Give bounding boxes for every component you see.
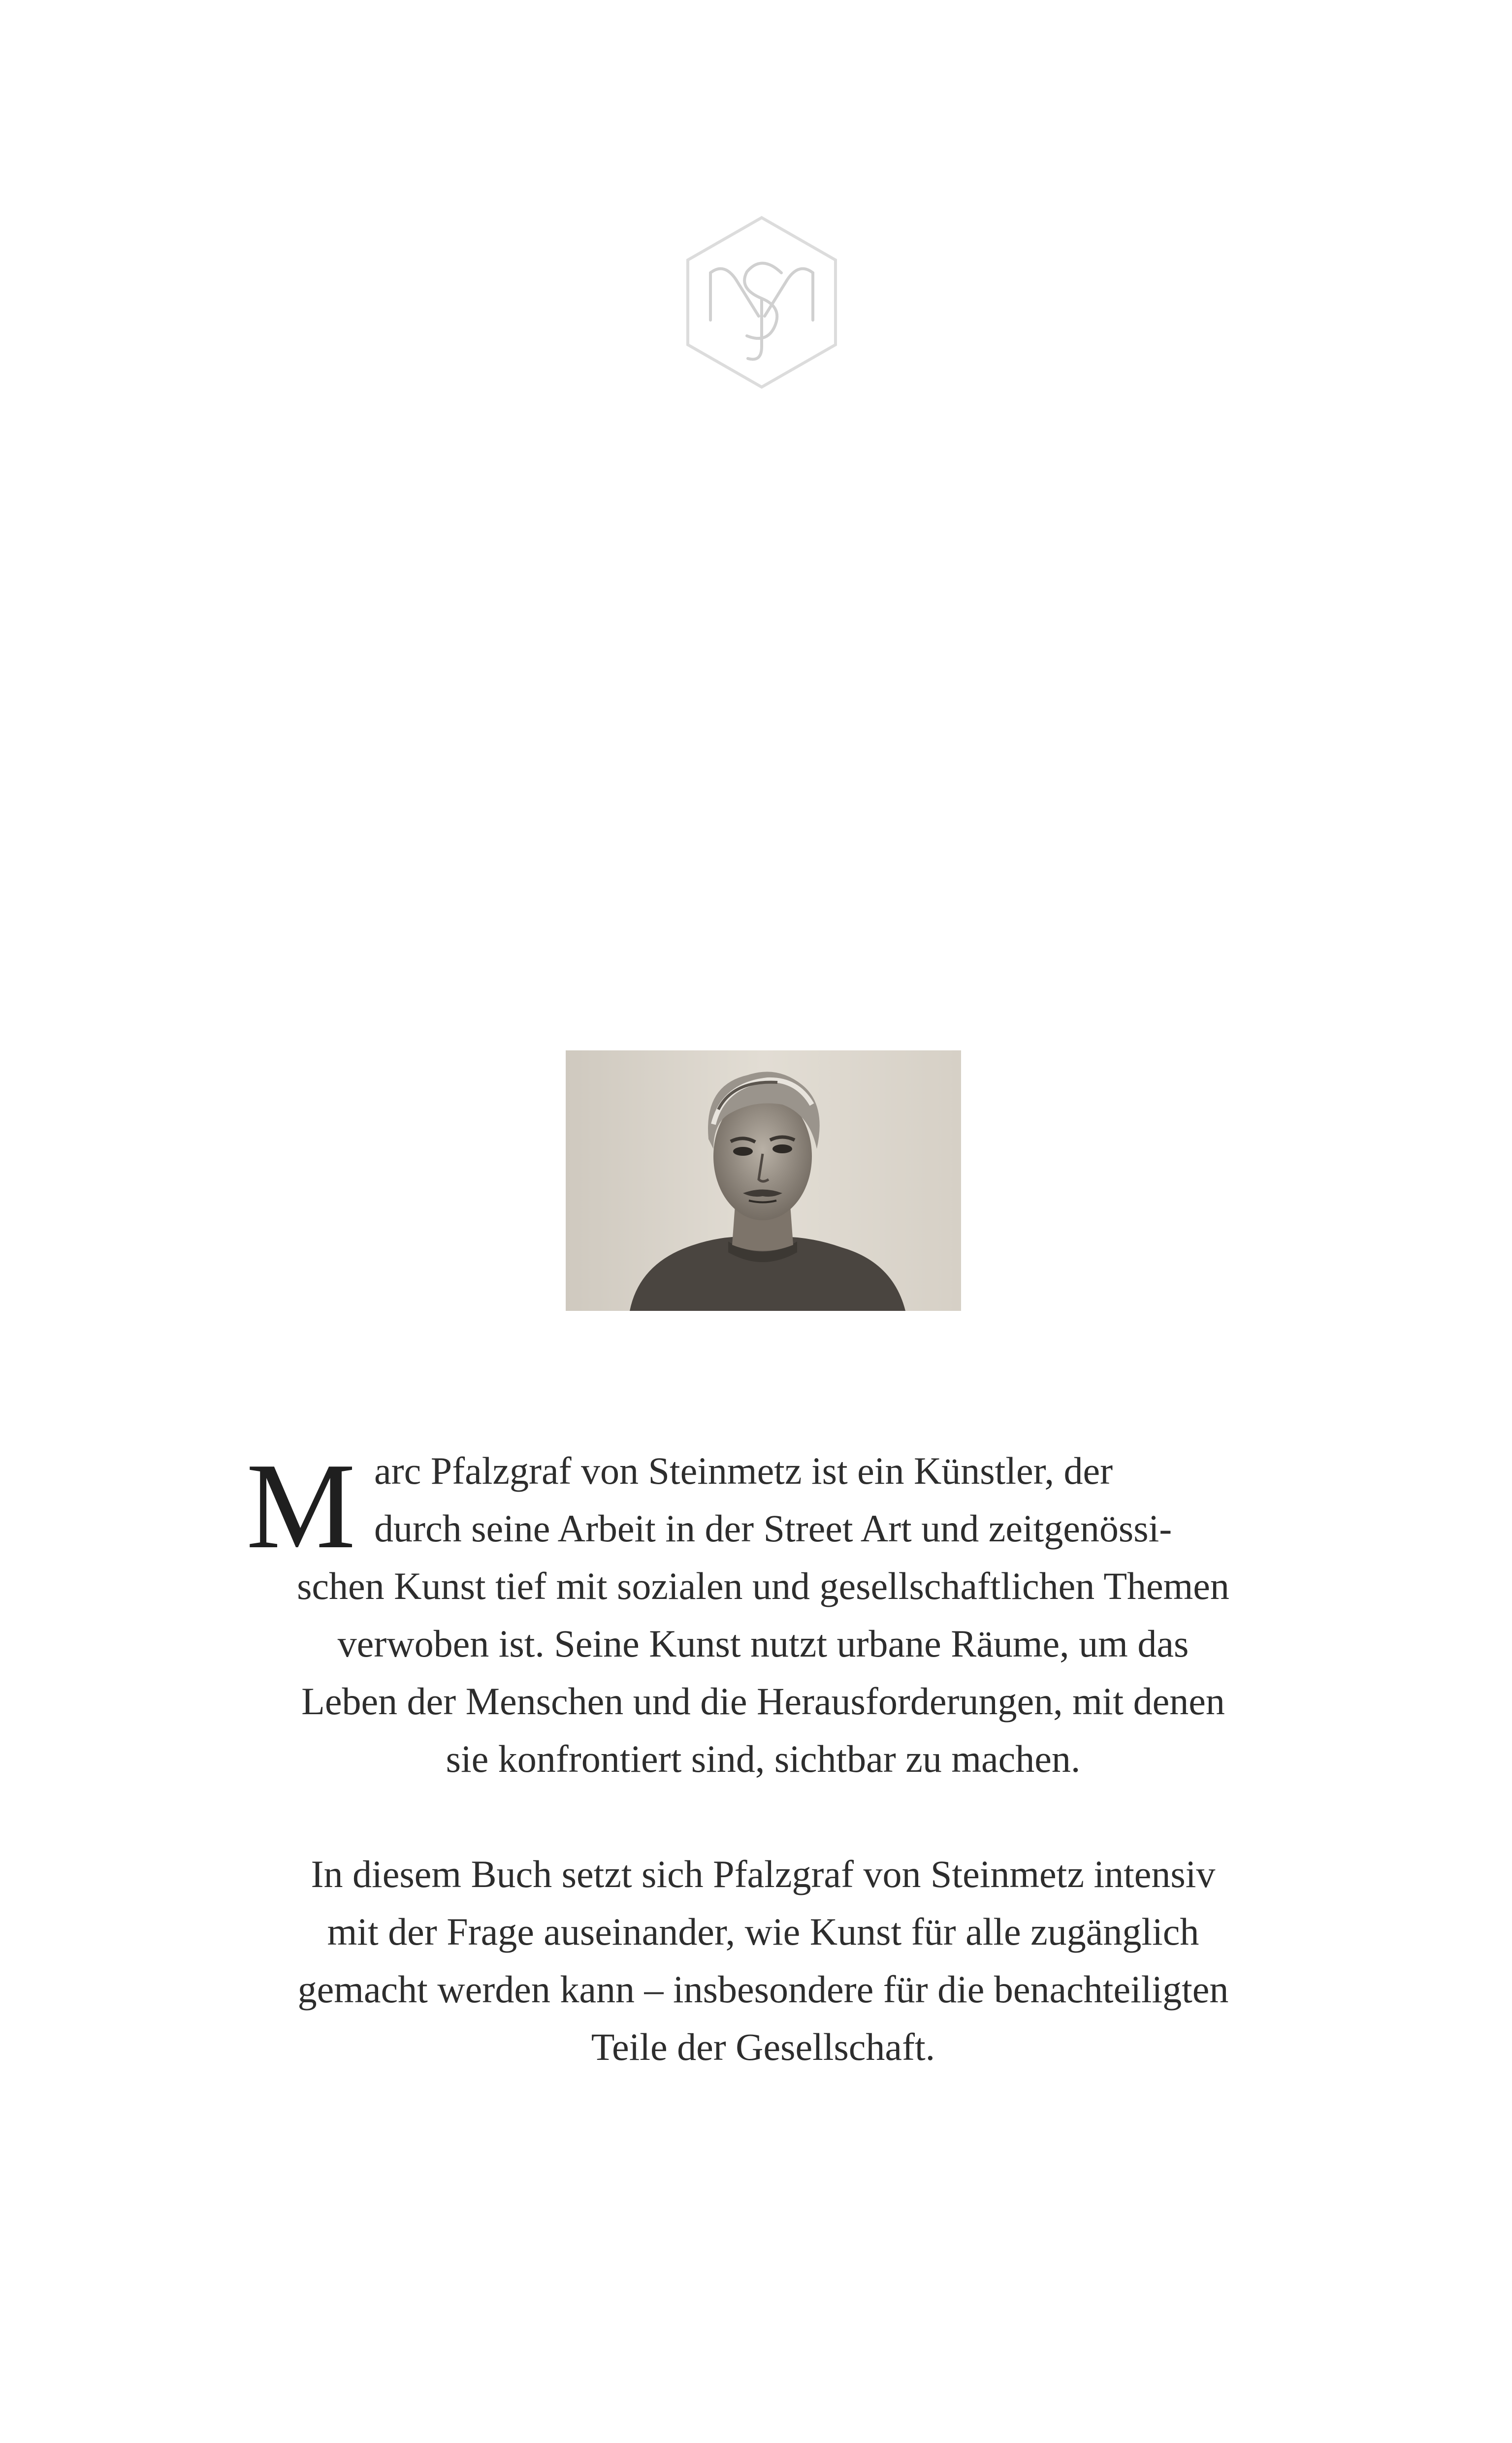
text-line: arc Pfalzgraf von Steinmetz ist ein Künstler, der — [374, 1449, 1113, 1492]
body-text — [246, 1438, 1280, 2076]
lead-lines — [246, 1438, 1280, 1574]
dropcap: M — [246, 1438, 356, 1574]
second-paragraph — [246, 1845, 1280, 2076]
text-line: In diesem Buch setzt sich Pfalzgraf von Steinmetz intensiv — [311, 1853, 1216, 1895]
text-line: sie konfrontiert sind, sichtbar zu machen. — [446, 1737, 1081, 1780]
text-line: mit der Frage auseinander, wie Kunst für alle zugänglich — [327, 1910, 1199, 1953]
text-line: verwoben ist. Seine Kunst nutzt urbane Räume, um das — [337, 1622, 1189, 1665]
portrait-photo — [566, 1050, 961, 1311]
text-line: gemacht werden kann – insbesondere für die benachteiligten — [297, 1968, 1229, 2011]
text-line: schen Kunst tief mit sozialen und gesellschaftlichen Themen — [297, 1564, 1229, 1607]
intro-paragraph — [246, 1438, 1280, 1788]
text-line: Leben der Menschen und die Herausforderungen, mit denen — [301, 1680, 1225, 1723]
text-line: Teile der Gesellschaft. — [591, 2025, 935, 2068]
text-line: durch seine Arbeit in der Street Art und zeitgenössi- — [374, 1507, 1172, 1550]
monogram-hexagon-icon — [685, 215, 838, 390]
